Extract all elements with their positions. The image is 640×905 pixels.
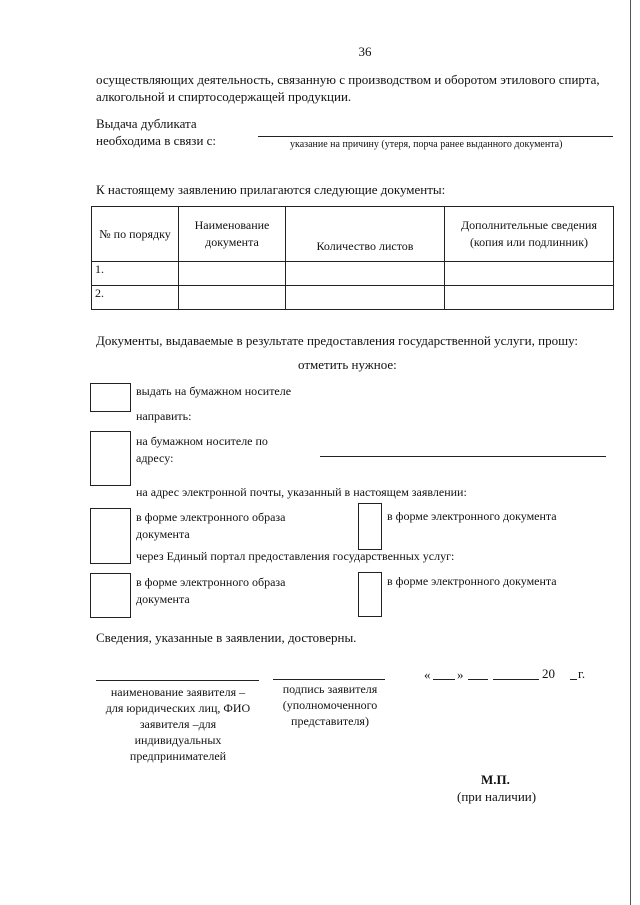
year-suffix: г.: [578, 666, 586, 681]
paper-address-label-line1: на бумажном носителе по: [136, 434, 268, 448]
row-extra[interactable]: [445, 262, 614, 286]
date-month-field[interactable]: [468, 679, 488, 680]
duplicate-reason-hint: указание на причину (утеря, порча ранее выданного документа): [290, 139, 563, 150]
applicant-caption-line: предпринимателей: [129, 749, 227, 763]
email-doc-checkbox[interactable]: [358, 503, 382, 550]
paper-checkbox[interactable]: [90, 383, 131, 412]
confirm-text: Сведения, указанные в заявлении, достоверны.: [96, 630, 357, 645]
signature-caption-line: подпись заявителя: [282, 682, 378, 696]
row-doc-name[interactable]: [179, 262, 286, 286]
email-image-label-line2: документа: [136, 527, 190, 541]
table-header-row: [92, 207, 614, 262]
scan-edge: [630, 0, 631, 905]
portal-doc-label: в форме электронного документа: [387, 574, 557, 588]
date-month-field-extended[interactable]: [493, 679, 539, 680]
address-field[interactable]: [320, 456, 606, 457]
duplicate-label-line2: необходима в связи с:: [96, 133, 217, 148]
paper-address-checkbox[interactable]: [90, 431, 131, 486]
attachments-intro: К настоящему заявлению прилагаются следующие документы:: [96, 182, 446, 197]
duplicate-label-line1: Выдача дубликата: [96, 116, 197, 131]
applicant-name-caption: [92, 684, 264, 764]
portal-image-label-line1: в форме электронного образа: [136, 575, 286, 589]
row-number: 1.: [92, 262, 179, 286]
email-doc-label: в форме электронного документа: [387, 509, 557, 523]
send-label: направить:: [136, 409, 192, 423]
stamp-note: (при наличии): [457, 789, 537, 804]
header-extra-info: Дополнительные сведения (копия или подлинник): [445, 207, 614, 262]
intro-text-line1: осуществляющих деятельность, связанную с производством и оборотом этилового спирта,: [96, 72, 600, 87]
applicant-name-field[interactable]: [96, 680, 259, 681]
documents-table: [91, 206, 614, 310]
stamp-label: М.П.: [481, 772, 510, 787]
signature-caption-line: (уполномоченного: [282, 698, 378, 712]
applicant-caption-line: индивидуальных: [134, 733, 222, 747]
results-text: Документы, выдаваемые в результате предоставления государственной услуги, прошу:: [96, 333, 579, 348]
intro-text-line2: алкогольной и спиртосодержащей продукции.: [96, 89, 352, 104]
table-row: [92, 262, 614, 286]
applicant-caption-line: наименование заявителя –: [110, 685, 246, 699]
row-sheets[interactable]: [286, 262, 445, 286]
applicant-caption-line: заявителя –для: [139, 717, 217, 731]
date-close-quote: »: [457, 667, 464, 682]
year-field[interactable]: [570, 679, 577, 680]
portal-intro: через Единый портал предоставления государственных услуг:: [136, 549, 455, 563]
portal-image-label-line2: документа: [136, 592, 190, 606]
duplicate-reason-field[interactable]: [258, 136, 613, 137]
signature-caption: [266, 681, 394, 729]
header-sheets: Количество листов: [286, 207, 445, 262]
row-extra[interactable]: [445, 286, 614, 310]
portal-doc-checkbox[interactable]: [358, 572, 382, 617]
mark-needed-label: отметить нужное:: [298, 357, 397, 372]
paper-address-label-line2: адресу:: [136, 451, 174, 465]
table-row: [92, 286, 614, 310]
email-image-label-line1: в форме электронного образа: [136, 510, 286, 524]
date-open-quote: «: [424, 667, 431, 682]
row-number: 2.: [92, 286, 179, 310]
email-intro: на адрес электронной почты, указанный в настоящем заявлении:: [136, 485, 467, 499]
applicant-caption-line: для юридических лиц, ФИО: [105, 701, 251, 715]
year-prefix: 20: [542, 666, 555, 681]
date-day-field[interactable]: [433, 679, 455, 680]
paper-option-label: выдать на бумажном носителе: [136, 384, 292, 398]
email-image-checkbox[interactable]: [90, 508, 131, 564]
portal-image-checkbox[interactable]: [90, 573, 131, 618]
header-doc-name: Наименование документа: [179, 207, 286, 262]
page-number: 36: [358, 44, 372, 59]
signature-field[interactable]: [273, 679, 385, 680]
row-sheets[interactable]: [286, 286, 445, 310]
header-number: № по порядку: [92, 207, 179, 262]
signature-caption-line: представителя): [291, 714, 369, 728]
row-doc-name[interactable]: [179, 286, 286, 310]
